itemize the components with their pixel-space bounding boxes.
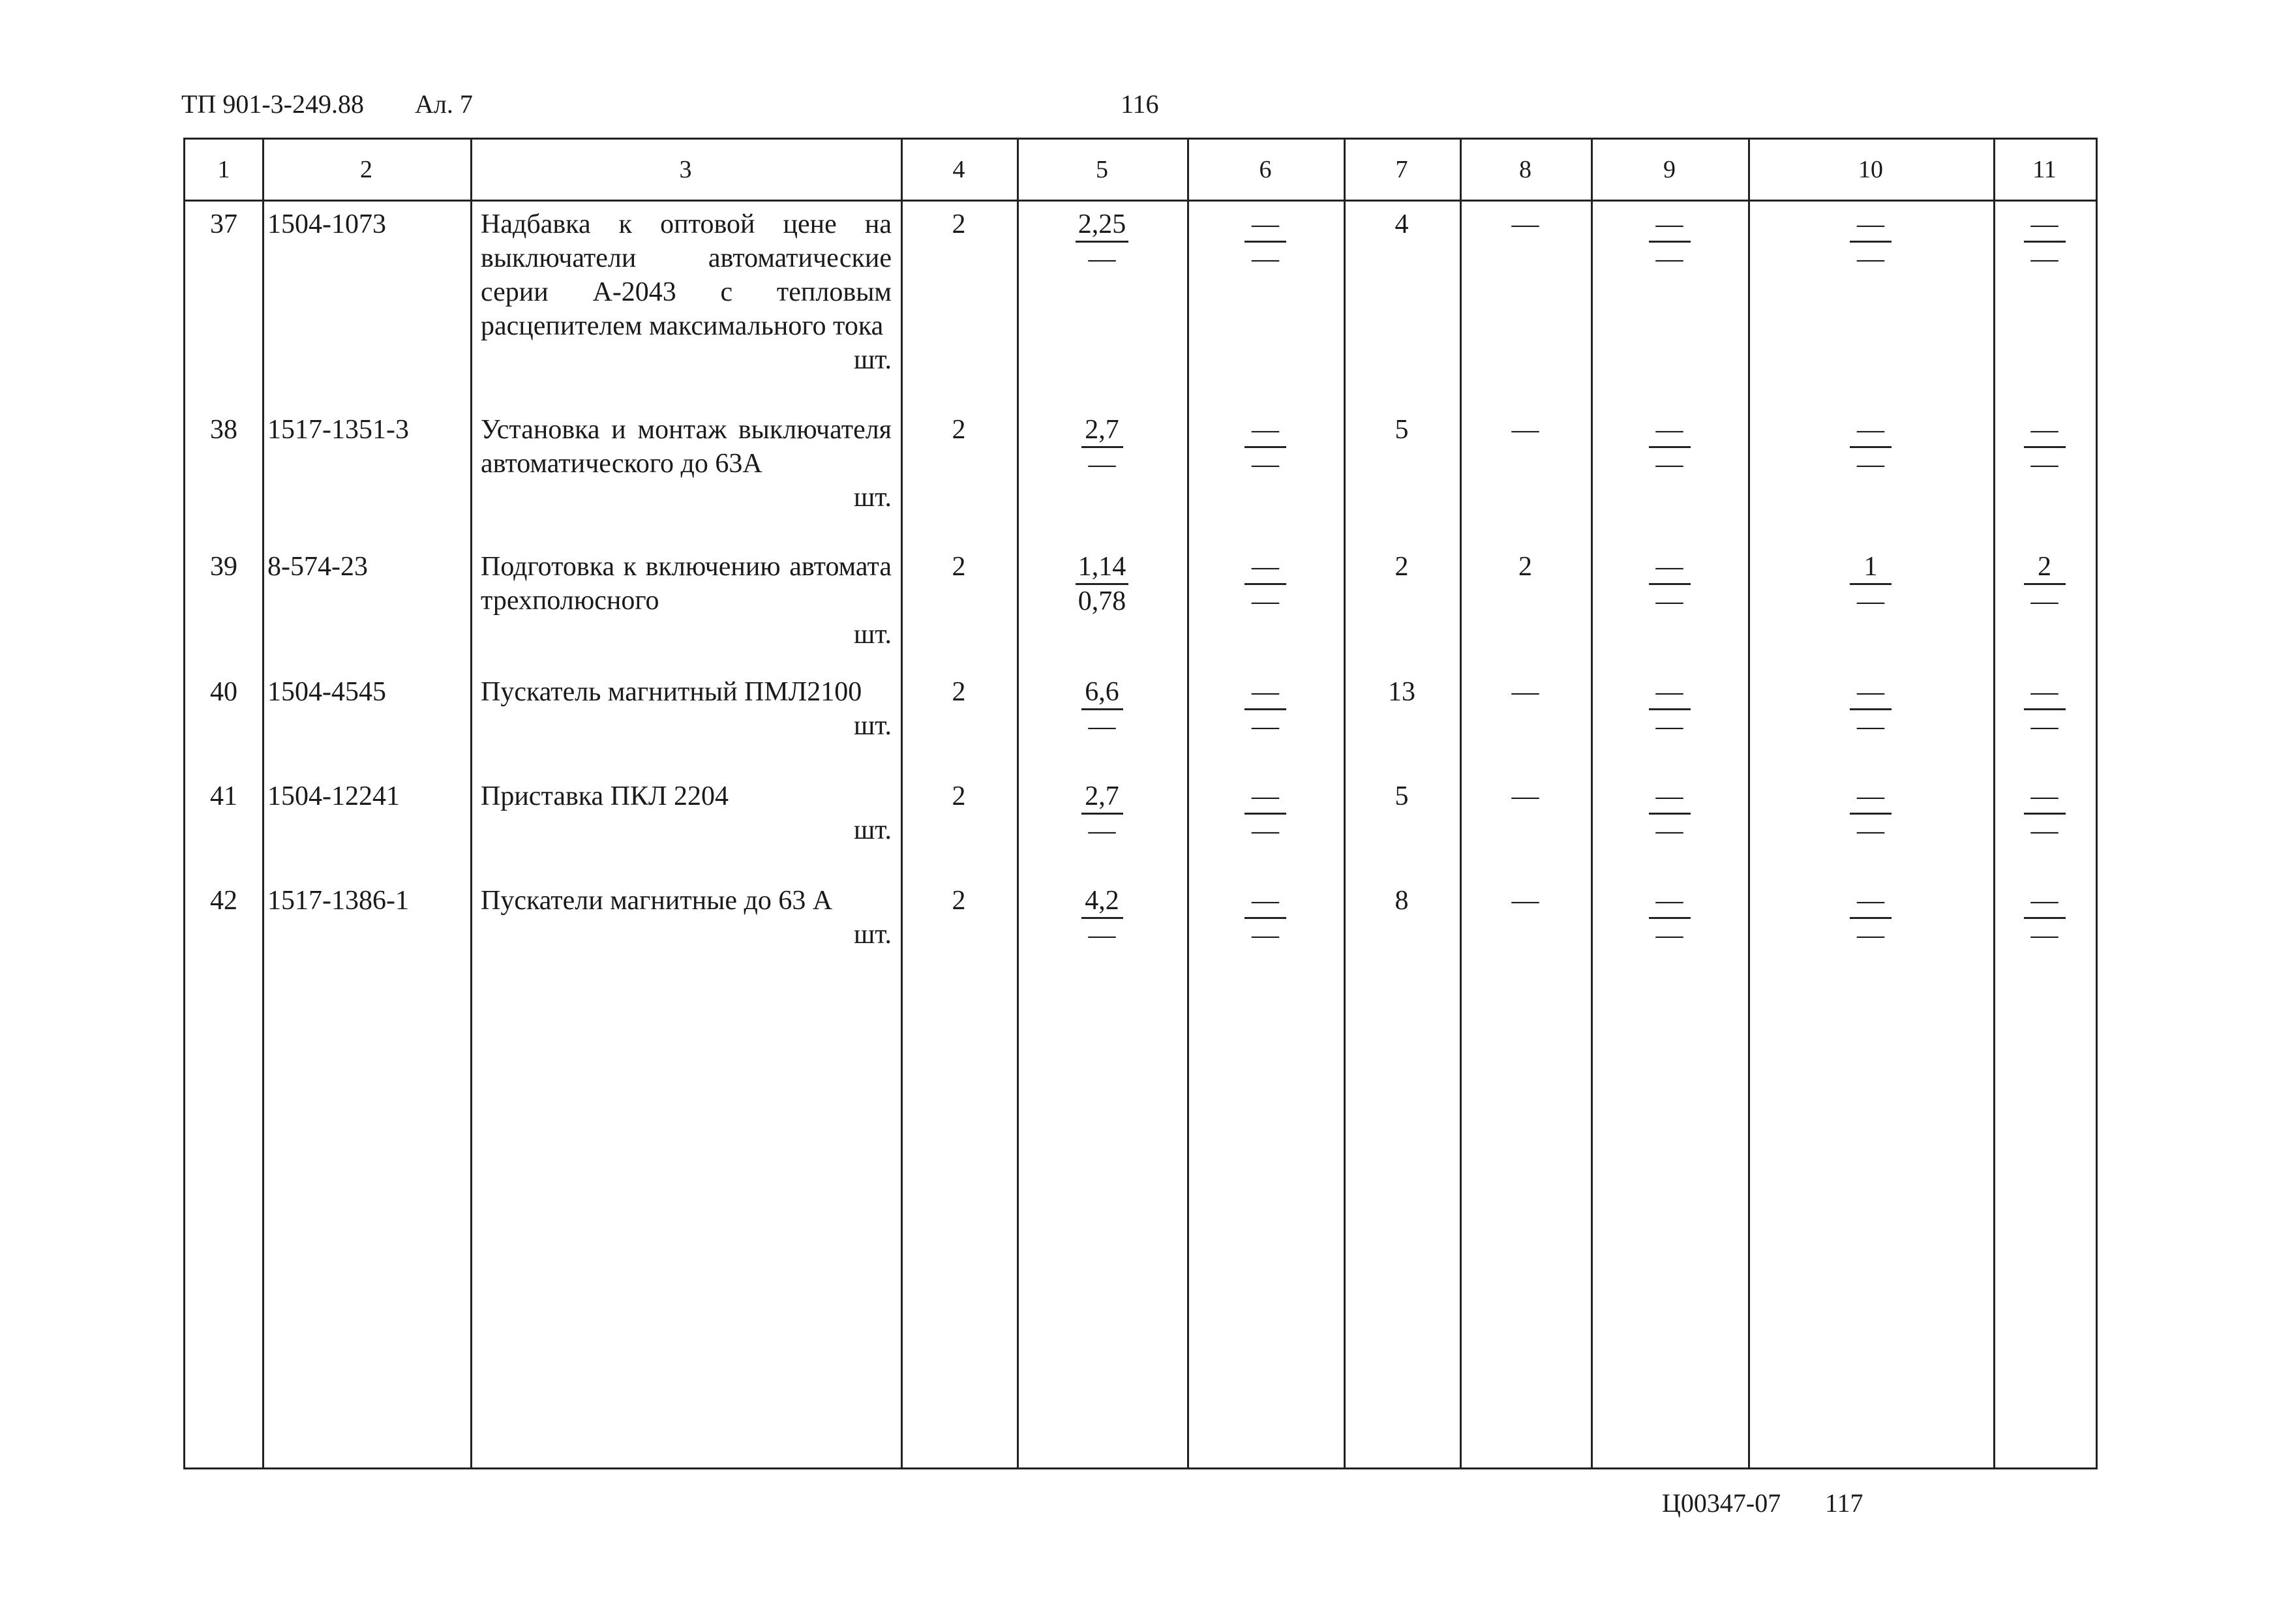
- fraction-denominator: —: [1252, 712, 1279, 742]
- fraction-numerator: —: [1850, 780, 1892, 815]
- value-col-7: 8: [1395, 886, 1409, 916]
- fraction-cell-c9: [1591, 550, 1748, 618]
- fraction-denominator: —: [1655, 920, 1683, 950]
- quantity-value: 2: [952, 677, 966, 707]
- fraction-numerator: —: [2024, 676, 2066, 710]
- table-row: [185, 880, 2096, 984]
- fraction-cell-c10: [1748, 779, 1993, 847]
- work-description: [481, 550, 892, 652]
- fraction-value: [1244, 550, 1286, 618]
- work-description: [481, 779, 892, 847]
- column-number-header: 11: [2032, 156, 2057, 183]
- description-text: Установка и монтаж выключателя автоматического до 63А: [481, 415, 892, 479]
- price-code: 1517-1386-1: [267, 886, 409, 916]
- fraction-cell-c6: [1187, 675, 1344, 743]
- quantity-value: 2: [952, 781, 966, 811]
- fraction-value: [1649, 884, 1691, 952]
- fraction-denominator: —: [1088, 244, 1116, 274]
- fraction-numerator: —: [2024, 414, 2066, 448]
- fraction-cell-c9: [1591, 207, 1748, 275]
- fraction-cell-c6: [1187, 884, 1344, 952]
- fraction-numerator: —: [1850, 414, 1892, 448]
- fraction-value: [2024, 414, 2066, 481]
- fraction-numerator: 1: [1850, 550, 1892, 585]
- quantity-value: 2: [952, 886, 966, 916]
- fraction-denominator: —: [1655, 586, 1683, 616]
- price-code: 1504-12241: [267, 781, 400, 811]
- fraction-cell-c9: [1591, 779, 1748, 847]
- unit-label: шт.: [853, 483, 892, 513]
- fraction-cell-c5: [1017, 884, 1187, 952]
- unit-label: шт.: [853, 711, 892, 741]
- fraction-cell-c9: [1591, 413, 1748, 481]
- column-number-header: 10: [1858, 156, 1883, 183]
- fraction-value: [1076, 208, 1129, 275]
- column-number-header: 3: [679, 156, 692, 183]
- fraction-cell-c11: [1993, 779, 2096, 847]
- fraction-denominator: —: [1655, 244, 1683, 274]
- price-code: 1517-1351-3: [267, 415, 409, 445]
- fraction-cell-c11: [1993, 207, 2096, 275]
- fraction-value: [1081, 676, 1123, 743]
- fraction-denominator: —: [1857, 920, 1884, 950]
- estimate-table: [183, 138, 2098, 1469]
- fraction-cell-c5: [1017, 550, 1187, 618]
- fraction-denominator: —: [1655, 449, 1683, 479]
- value-col-8: —: [1511, 415, 1539, 445]
- fraction-value: [1081, 884, 1123, 952]
- fraction-numerator: —: [1244, 414, 1286, 448]
- fraction-numerator: —: [1244, 208, 1286, 243]
- fraction-value: [1850, 414, 1892, 481]
- fraction-denominator: —: [1655, 712, 1683, 742]
- fraction-value: [2024, 780, 2066, 847]
- fraction-denominator: —: [1857, 816, 1884, 846]
- fraction-denominator: —: [1857, 449, 1884, 479]
- column-number-header: 4: [952, 156, 965, 183]
- work-description: [481, 884, 892, 952]
- fraction-value: [1244, 414, 1286, 481]
- fraction-numerator: —: [1649, 208, 1691, 243]
- table-row: [185, 546, 2096, 671]
- fraction-value: [1649, 780, 1691, 847]
- fraction-value: [1649, 550, 1691, 618]
- fraction-denominator: —: [1857, 586, 1884, 616]
- fraction-numerator: —: [1850, 676, 1892, 710]
- fraction-cell-c11: [1993, 884, 2096, 952]
- fraction-cell-c6: [1187, 413, 1344, 481]
- fraction-cell-c9: [1591, 884, 1748, 952]
- fraction-numerator: —: [1649, 414, 1691, 448]
- fraction-value: [2024, 884, 2066, 952]
- fraction-value: [1850, 208, 1892, 275]
- fraction-numerator: 1,14: [1076, 550, 1129, 585]
- fraction-numerator: —: [1850, 884, 1892, 919]
- fraction-value: [1244, 884, 1286, 952]
- fraction-numerator: 4,2: [1081, 884, 1123, 919]
- fraction-denominator: —: [1088, 449, 1116, 479]
- fraction-cell-c10: [1748, 413, 1993, 481]
- page-number: 116: [1121, 89, 1159, 119]
- fraction-cell-c11: [1993, 413, 2096, 481]
- value-col-7: 2: [1395, 552, 1409, 582]
- fraction-value: [1244, 676, 1286, 743]
- fraction-denominator: —: [1655, 816, 1683, 846]
- row-number: 39: [210, 552, 237, 582]
- fraction-value: [1649, 676, 1691, 743]
- fraction-cell-c6: [1187, 779, 1344, 847]
- fraction-value: [1649, 414, 1691, 481]
- fraction-value: [1244, 208, 1286, 275]
- fraction-numerator: —: [2024, 780, 2066, 815]
- fraction-numerator: —: [1244, 884, 1286, 919]
- fraction-cell-c5: [1017, 207, 1187, 275]
- row-number: 41: [210, 781, 237, 811]
- fraction-denominator: —: [1252, 816, 1279, 846]
- price-code: 1504-1073: [267, 209, 386, 239]
- description-text: Пускатель магнитный ПМЛ2100: [481, 677, 862, 707]
- unit-label: шт.: [853, 620, 892, 650]
- column-number-header: 2: [360, 156, 372, 183]
- fraction-cell-c5: [1017, 779, 1187, 847]
- fraction-denominator: —: [1252, 586, 1279, 616]
- fraction-denominator: —: [1252, 449, 1279, 479]
- description-text: Приставка ПКЛ 2204: [481, 781, 729, 811]
- column-number-header: 5: [1096, 156, 1108, 183]
- fraction-numerator: 2,25: [1076, 208, 1129, 243]
- value-col-8: —: [1511, 886, 1539, 916]
- fraction-denominator: —: [1857, 712, 1884, 742]
- column-number-header: 6: [1259, 156, 1272, 183]
- fraction-numerator: 2,7: [1081, 414, 1123, 448]
- fraction-cell-c10: [1748, 675, 1993, 743]
- fraction-numerator: —: [1244, 550, 1286, 585]
- footer-code: Ц00347-07: [1662, 1488, 1781, 1518]
- price-code: 8-574-23: [267, 552, 368, 582]
- fraction-cell-c5: [1017, 413, 1187, 481]
- fraction-denominator: —: [1088, 920, 1116, 950]
- fraction-numerator: —: [1850, 208, 1892, 243]
- price-code: 1504-4545: [267, 677, 386, 707]
- fraction-cell-c6: [1187, 207, 1344, 275]
- fraction-value: [2024, 208, 2066, 275]
- document-code: ТП 901-3-249.88: [181, 89, 364, 119]
- row-number: 38: [210, 415, 237, 445]
- fraction-value: [2024, 550, 2066, 618]
- fraction-value: [1850, 780, 1892, 847]
- fraction-denominator: —: [1088, 712, 1116, 742]
- fraction-value: [1081, 780, 1123, 847]
- fraction-numerator: 2: [2024, 550, 2066, 585]
- fraction-denominator: —: [1252, 244, 1279, 274]
- fraction-value: [1850, 550, 1892, 618]
- fraction-numerator: —: [2024, 208, 2066, 243]
- fraction-cell-c9: [1591, 675, 1748, 743]
- column-number-header: 7: [1395, 156, 1408, 183]
- value-col-7: 5: [1395, 415, 1409, 445]
- fraction-value: [1244, 780, 1286, 847]
- fraction-numerator: —: [1649, 676, 1691, 710]
- fraction-cell-c11: [1993, 675, 2096, 743]
- column-number-header: 9: [1663, 156, 1676, 183]
- fraction-numerator: —: [1244, 780, 1286, 815]
- fraction-numerator: 6,6: [1081, 676, 1123, 710]
- fraction-denominator: —: [2030, 816, 2058, 846]
- row-number: 40: [210, 677, 237, 707]
- table-row: [185, 409, 2096, 546]
- fraction-value: [1850, 884, 1892, 952]
- column-number-header: 1: [217, 156, 230, 183]
- fraction-cell-c10: [1748, 884, 1993, 952]
- value-col-8: —: [1511, 209, 1539, 239]
- fraction-denominator: —: [2030, 449, 2058, 479]
- quantity-value: 2: [952, 415, 966, 445]
- fraction-numerator: —: [1244, 676, 1286, 710]
- fraction-denominator: —: [2030, 586, 2058, 616]
- album-number: Ал. 7: [415, 89, 473, 119]
- work-description: [481, 413, 892, 515]
- fraction-denominator: 0,78: [1078, 586, 1126, 616]
- value-col-8: —: [1511, 781, 1539, 811]
- value-col-7: 13: [1388, 677, 1415, 707]
- fraction-cell-c5: [1017, 675, 1187, 743]
- fraction-denominator: —: [1252, 920, 1279, 950]
- table-row: [185, 671, 2096, 775]
- fraction-cell-c11: [1993, 550, 2096, 618]
- unit-label: шт.: [853, 345, 892, 375]
- fraction-numerator: —: [1649, 550, 1691, 585]
- row-number: 42: [210, 886, 237, 916]
- description-text: Надбавка к оптовой цене на выключатели автоматические серии А-2043 с тепловым расцепителем максимального тока: [481, 209, 892, 341]
- value-col-8: —: [1511, 677, 1539, 707]
- table-row: [185, 203, 2096, 409]
- description-text: Пускатели магнитные до 63 А: [481, 886, 833, 916]
- row-number: 37: [210, 209, 237, 239]
- table-row: [185, 775, 2096, 880]
- unit-label: шт.: [853, 920, 892, 950]
- quantity-value: 2: [952, 209, 966, 239]
- fraction-numerator: 2,7: [1081, 780, 1123, 815]
- unit-label: шт.: [853, 815, 892, 845]
- fraction-denominator: —: [2030, 712, 2058, 742]
- footer-page-number: 117: [1825, 1488, 1863, 1518]
- fraction-denominator: —: [2030, 244, 2058, 274]
- column-number-header: 8: [1519, 156, 1531, 183]
- fraction-value: [1081, 414, 1123, 481]
- fraction-cell-c10: [1748, 550, 1993, 618]
- fraction-value: [1076, 550, 1129, 618]
- value-col-7: 5: [1395, 781, 1409, 811]
- fraction-value: [2024, 676, 2066, 743]
- fraction-value: [1649, 208, 1691, 275]
- fraction-cell-c6: [1187, 550, 1344, 618]
- fraction-cell-c10: [1748, 207, 1993, 275]
- fraction-numerator: —: [1649, 884, 1691, 919]
- fraction-numerator: —: [1649, 780, 1691, 815]
- value-col-7: 4: [1395, 209, 1409, 239]
- fraction-denominator: —: [1857, 244, 1884, 274]
- value-col-8: 2: [1518, 552, 1532, 582]
- fraction-value: [1850, 676, 1892, 743]
- work-description: [481, 675, 892, 743]
- fraction-numerator: —: [2024, 884, 2066, 919]
- fraction-denominator: —: [1088, 816, 1116, 846]
- fraction-denominator: —: [2030, 920, 2058, 950]
- description-text: Подготовка к включению автомата трехполюсного: [481, 552, 892, 616]
- work-description: [481, 207, 892, 377]
- quantity-value: 2: [952, 552, 966, 582]
